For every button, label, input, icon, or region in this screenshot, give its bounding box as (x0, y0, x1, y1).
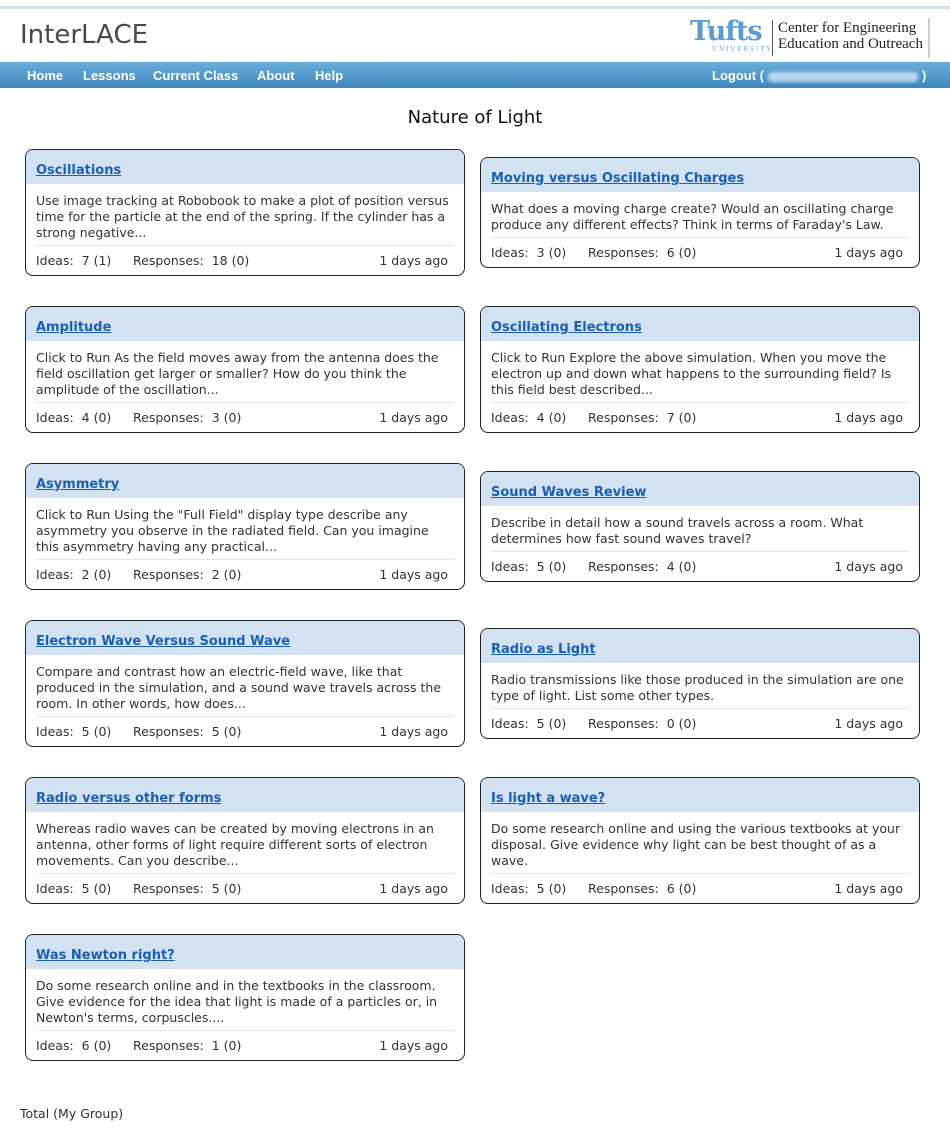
card-description: What does a moving charge create? Would an oscillating charge produce any different effects? Think in terms of Faraday's Law. (491, 201, 894, 232)
responses-count: Responses: 18 (0) (133, 253, 250, 268)
ideas-count: Ideas: 5 (0) (36, 881, 112, 896)
card-title-link[interactable]: Radio versus other forms (36, 791, 222, 806)
logo-right-edge (928, 18, 930, 58)
responses-count: Responses: 6 (0) (588, 245, 697, 260)
card-title-link[interactable]: Amplitude (36, 320, 112, 335)
card-description: Describe in detail how a sound travels across a room. What determines how fast sound waves travel? (491, 515, 864, 546)
responses-count: Responses: 5 (0) (133, 724, 242, 739)
logout-link[interactable] (712, 68, 926, 83)
card-description: Compare and contrast how an electric-field wave, like that produced in the simulation, and a sound wave travels across the room. In other words, how does... (36, 664, 442, 711)
nav-about[interactable]: About (257, 68, 295, 83)
card-description: Click to Run Using the "Full Field" display type describe any asymmetry you observe in the radiated field. Can you imagine this asymmetry having any practical... (36, 507, 429, 554)
card-title-link[interactable]: Was Newton right? (36, 948, 175, 963)
card-age: 1 days ago (379, 567, 448, 582)
ideas-count: Ideas: 5 (0) (36, 724, 112, 739)
card-stats (491, 237, 909, 267)
discussion-card (480, 777, 920, 904)
ideas-count: Ideas: 3 (0) (491, 245, 567, 260)
card-stats (36, 716, 454, 746)
page-title: Nature of Light (407, 107, 543, 128)
responses-count: Responses: 4 (0) (588, 559, 697, 574)
total-my-group: Total (My Group) (20, 1106, 124, 1121)
tufts-university-label: UNIVERSITY (712, 46, 773, 53)
logout-paren-close: ) (922, 68, 927, 83)
card-stats (36, 873, 454, 903)
discussion-card (25, 777, 465, 904)
card-age: 1 days ago (834, 716, 903, 731)
responses-count: Responses: 1 (0) (133, 1038, 242, 1053)
ceeo-label: Center for Engineering Education and Outreach (778, 20, 923, 52)
card-description: Do some research online and using the various textbooks at your disposal. Give evidence why light can be best thought of as a wave. (491, 821, 901, 868)
responses-count: Responses: 3 (0) (133, 410, 242, 425)
card-title-link[interactable]: Sound Waves Review (491, 485, 647, 500)
nav-help[interactable]: Help (315, 68, 344, 83)
card-age: 1 days ago (379, 881, 448, 896)
card-stats (36, 245, 454, 275)
ideas-count: Ideas: 4 (0) (491, 410, 567, 425)
discussion-card (480, 628, 920, 739)
discussion-card (25, 306, 465, 433)
nav-lessons[interactable]: Lessons (83, 68, 136, 83)
card-stats (491, 873, 909, 903)
nav-home[interactable]: Home (27, 68, 64, 83)
responses-count: Responses: 0 (0) (588, 716, 697, 731)
responses-count: Responses: 5 (0) (133, 881, 242, 896)
discussion-card (480, 157, 920, 268)
top-nav-bar (0, 62, 950, 88)
card-description: Do some research online and in the textbooks in the classroom. Give evidence for the idea that light is made of a particles or, in Newton's terms, corpuscles.... (36, 978, 438, 1025)
card-age: 1 days ago (834, 245, 903, 260)
logout-paren-open: ( (759, 68, 765, 83)
ideas-count: Ideas: 5 (0) (491, 716, 567, 731)
blurred-username (768, 72, 918, 82)
card-description: Click to Run As the field moves away from the antenna does the field oscillation get larger or smaller? How do you think the amplitude of the oscillation... (36, 350, 439, 397)
logo-divider (772, 20, 773, 56)
ideas-count: Ideas: 2 (0) (36, 567, 112, 582)
responses-count: Responses: 2 (0) (133, 567, 242, 582)
card-stats (491, 402, 909, 432)
card-title-link[interactable]: Electron Wave Versus Sound Wave (36, 634, 291, 649)
card-title-link[interactable]: Moving versus Oscillating Charges (491, 171, 745, 186)
card-title-link[interactable]: Radio as Light (491, 642, 596, 657)
ideas-count: Ideas: 7 (1) (36, 253, 112, 268)
card-title-link[interactable]: Asymmetry (36, 477, 120, 492)
discussion-card (25, 934, 465, 1061)
nav-current-class[interactable]: Current Class (153, 68, 239, 83)
discussion-card (25, 149, 465, 276)
card-description: Use image tracking at Robobook to make a plot of position versus time for the particle at the end of the spring. If the cylinder has a strong negative... (36, 193, 449, 240)
card-age: 1 days ago (379, 1038, 448, 1053)
card-age: 1 days ago (834, 559, 903, 574)
tufts-ceeo-logo[interactable] (690, 18, 930, 58)
card-description: Click to Run Explore the above simulation. When you move the electron up and down what happens to the surrounding field? Is this field best described... (491, 350, 892, 397)
card-age: 1 days ago (834, 410, 903, 425)
discussion-card (25, 620, 465, 747)
discussion-card (25, 463, 465, 590)
ideas-count: Ideas: 5 (0) (491, 559, 567, 574)
card-stats (36, 402, 454, 432)
responses-count: Responses: 7 (0) (588, 410, 697, 425)
card-stats (36, 559, 454, 589)
ideas-count: Ideas: 6 (0) (36, 1038, 112, 1053)
app-title[interactable]: InterLACE (20, 20, 149, 50)
ideas-count: Ideas: 5 (0) (491, 881, 567, 896)
ideas-count: Ideas: 4 (0) (36, 410, 112, 425)
discussion-card (480, 471, 920, 582)
logout-label: Logout (712, 68, 757, 83)
card-description: Whereas radio waves can be created by moving electrons in an antenna, other forms of light require different sorts of electron movements. Can you describe... (36, 821, 434, 868)
card-description: Radio transmissions like those produced in the simulation are one type of light. List some other types. (491, 672, 904, 703)
top-accent-line (0, 6, 950, 9)
card-age: 1 days ago (834, 881, 903, 896)
card-title-link[interactable]: Oscillations (36, 163, 122, 178)
card-age: 1 days ago (379, 724, 448, 739)
card-stats (36, 1030, 454, 1060)
discussion-card (480, 306, 920, 433)
card-stats (491, 551, 909, 581)
tufts-wordmark: Tufts (690, 16, 762, 47)
responses-count: Responses: 6 (0) (588, 881, 697, 896)
card-stats (491, 708, 909, 738)
card-title-link[interactable]: Oscillating Electrons (491, 320, 642, 335)
card-title-link[interactable]: Is light a wave? (491, 791, 606, 806)
card-age: 1 days ago (379, 410, 448, 425)
card-age: 1 days ago (379, 253, 448, 268)
